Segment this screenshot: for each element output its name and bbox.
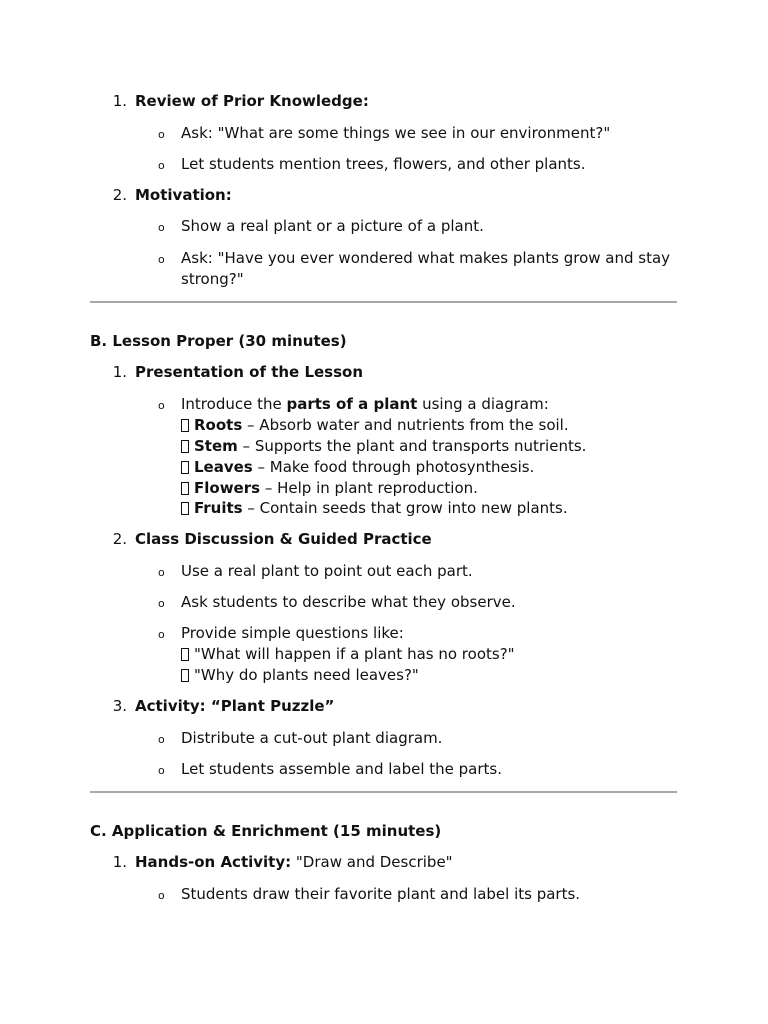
checkbox-glyph-icon	[181, 440, 189, 453]
plant-part-roots	[181, 415, 569, 436]
list-number: 1.	[112, 853, 127, 871]
checkbox-glyph-icon	[181, 482, 189, 495]
item-title-presentation: Presentation of the Lesson	[135, 363, 364, 381]
checkbox-glyph-icon	[181, 669, 189, 682]
bullet-text: Ask: "Have you ever wondered what makes plants grow and stay	[181, 249, 671, 267]
part-name: Roots	[194, 416, 243, 434]
section-heading-lesson-proper: B. Lesson Proper (30 minutes)	[90, 332, 347, 350]
bullet-text: Let students mention trees, flowers, and other plants.	[181, 155, 586, 173]
bullet-text: Students draw their favorite plant and label its parts.	[181, 885, 581, 903]
part-name: Fruits	[194, 499, 243, 517]
item-title-review: Review of Prior Knowledge:	[135, 92, 369, 110]
section-heading-application: C. Application & Enrichment (15 minutes)	[90, 822, 442, 840]
plant-part-stem	[181, 436, 586, 457]
bullet-text-continued: strong?"	[181, 270, 244, 288]
bullet-marker: o	[158, 597, 165, 610]
question-item	[181, 644, 515, 665]
part-desc: – Help in plant reproduction.	[260, 479, 478, 497]
plant-part-fruits	[181, 498, 568, 519]
part-desc: – Supports the plant and transports nutrients.	[237, 437, 587, 455]
bullet-text: Show a real plant or a picture of a plant.	[181, 217, 484, 235]
bullet-marker: o	[158, 253, 165, 266]
bullet-text: Use a real plant to point out each part.	[181, 562, 473, 580]
bullet-marker: o	[158, 764, 165, 777]
section-divider	[90, 791, 677, 793]
intro-bold-text: parts of a plant	[286, 395, 418, 413]
question-text: "Why do plants need leaves?"	[194, 666, 419, 684]
bullet-marker: o	[158, 221, 165, 234]
list-number: 2.	[112, 186, 127, 204]
bullet-marker: o	[158, 399, 165, 412]
part-desc: – Absorb water and nutrients from the soil.	[242, 416, 569, 434]
bullet-text	[181, 394, 549, 415]
bullet-text: Let students assemble and label the parts.	[181, 760, 503, 778]
item-title-hands-on	[135, 852, 453, 873]
checkbox-glyph-icon	[181, 502, 189, 515]
item-title-class-discussion: Class Discussion & Guided Practice	[135, 530, 432, 548]
bullet-marker: o	[158, 733, 165, 746]
bullet-marker: o	[158, 889, 165, 902]
list-number: 1.	[112, 92, 127, 110]
list-number: 3.	[112, 697, 127, 715]
bullet-text: Provide simple questions like:	[181, 624, 404, 642]
bullet-marker: o	[158, 159, 165, 172]
intro-text: Introduce the	[181, 395, 287, 413]
part-name: Stem	[194, 437, 238, 455]
item-title-rest: "Draw and Describe"	[291, 853, 453, 871]
list-number: 2.	[112, 530, 127, 548]
bullet-marker: o	[158, 628, 165, 641]
part-desc: – Make food through photosynthesis.	[252, 458, 535, 476]
bullet-marker: o	[158, 128, 165, 141]
part-desc: – Contain seeds that grow into new plants.	[242, 499, 568, 517]
checkbox-glyph-icon	[181, 648, 189, 661]
section-divider	[90, 301, 677, 303]
bullet-text: Ask: "What are some things we see in our environment?"	[181, 124, 611, 142]
question-item	[181, 665, 419, 686]
part-name: Flowers	[194, 479, 261, 497]
intro-text-after: using a diagram:	[417, 395, 549, 413]
bullet-text: Distribute a cut-out plant diagram.	[181, 729, 443, 747]
item-title-activity: Activity: “Plant Puzzle”	[135, 697, 335, 715]
plant-part-flowers	[181, 478, 478, 499]
list-number: 1.	[112, 363, 127, 381]
item-title-bold: Hands-on Activity:	[135, 853, 292, 871]
question-text: "What will happen if a plant has no roots?"	[194, 645, 515, 663]
bullet-text: Ask students to describe what they observe.	[181, 593, 516, 611]
part-name: Leaves	[194, 458, 253, 476]
checkbox-glyph-icon	[181, 419, 189, 432]
plant-part-leaves	[181, 457, 534, 478]
item-title-motivation: Motivation:	[135, 186, 232, 204]
checkbox-glyph-icon	[181, 461, 189, 474]
bullet-marker: o	[158, 566, 165, 579]
